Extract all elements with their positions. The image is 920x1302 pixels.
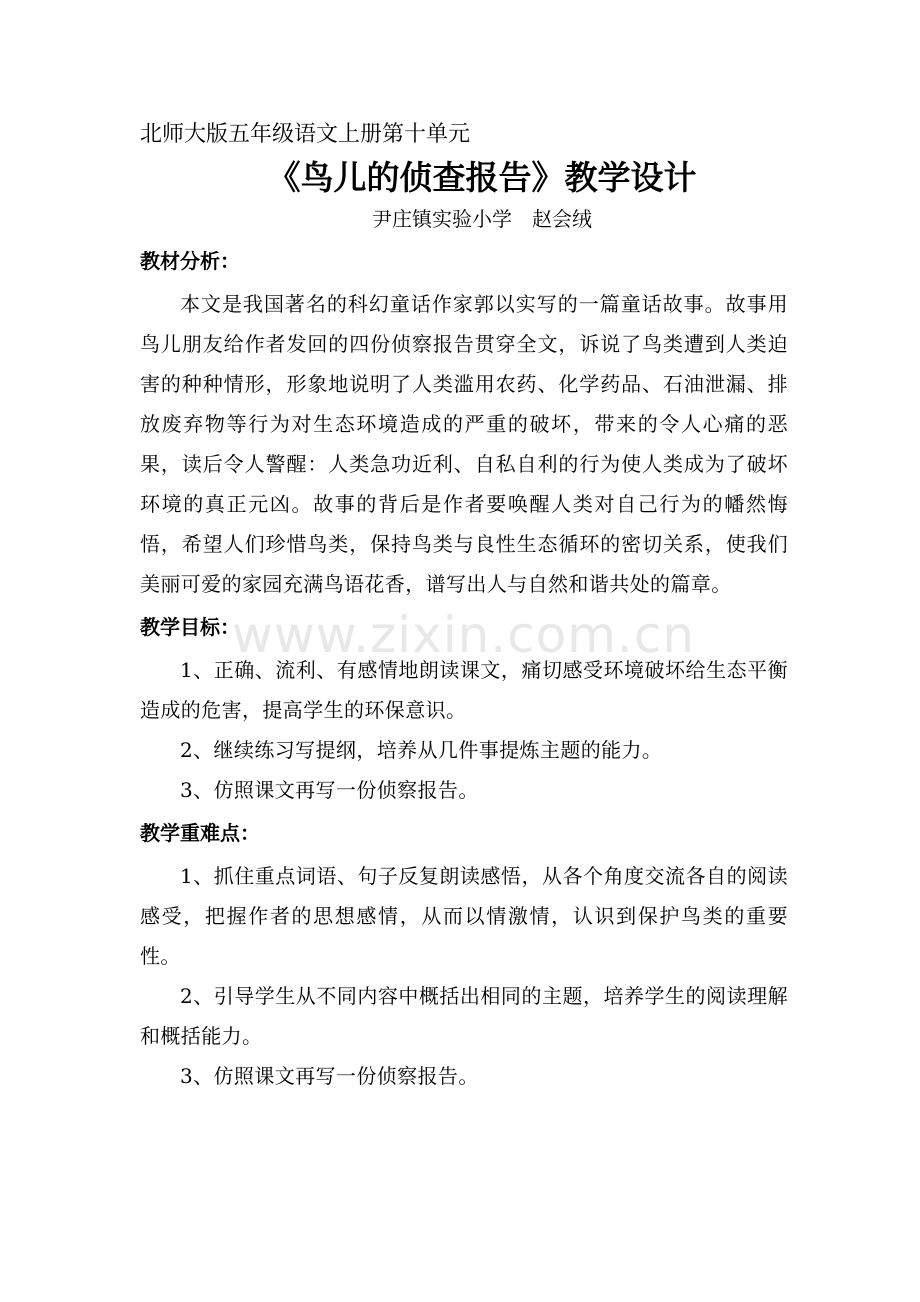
goal-item-2: 2、继续练习写提纲，培养从几件事提炼主题的能力。 bbox=[180, 738, 663, 762]
section-heading-goals: 教学目标： bbox=[140, 615, 240, 639]
key-point-item-1: 1、抓住重点词语、句子反复朗读感悟，从各个角度交流各自的阅读感受，把握作者的思想感情，从而以情激情，认识到保护鸟类的重要性。 bbox=[140, 864, 788, 968]
goal-item-1: 1、正确、流利、有感情地朗读课文，痛切感受环境破坏给生态平衡造成的危害，提高学生的环保意识。 bbox=[140, 658, 788, 722]
section-heading-analysis: 教材分析： bbox=[140, 249, 240, 273]
key-point-item-3: 3、仿照课文再写一份侦察报告。 bbox=[180, 1064, 479, 1088]
goal-item-3: 3、仿照课文再写一份侦察报告。 bbox=[180, 778, 479, 802]
unit-line: 北师大版五年级语文上册第十单元 bbox=[140, 122, 471, 147]
analysis-paragraph: 本文是我国著名的科幻童话作家郭以实写的一篇童话故事。故事用鸟儿朋友给作者发回的四份侦察报告贯穿全文，诉说了鸟类遭到人类迫害的种种情形，形象地说明了人类滥用农药、化学药品、石油泄漏、排放废弃物等行为对生态环境造成的严重的破坏，带来的令人心痛的恶果，读后令人警醒：人类急功近利、自私自利的行为使人类成为了破坏环境的真正元凶。故事的背后是作者要唤醒人类对自己行为的幡然悔悟，希望人们珍惜鸟类，保持鸟类与良性生态循环的密切关系，使我们美丽可爱的家园充满鸟语花香，谱写出人与自然和谐共处的篇章。 bbox=[140, 292, 788, 596]
key-point-item-2: 2、引导学生从不同内容中概括出相同的主题，培养学生的阅读理解和概括能力。 bbox=[140, 984, 788, 1048]
section-heading-key-points: 教学重难点： bbox=[140, 821, 260, 845]
watermark: www.zixin.com.cn bbox=[232, 606, 696, 664]
document-content bbox=[140, 120, 788, 1096]
author-line: 尹庄镇实验小学 赵会绒 bbox=[372, 207, 592, 231]
document-title: 《鸟儿的侦查报告》教学设计 bbox=[267, 158, 697, 197]
